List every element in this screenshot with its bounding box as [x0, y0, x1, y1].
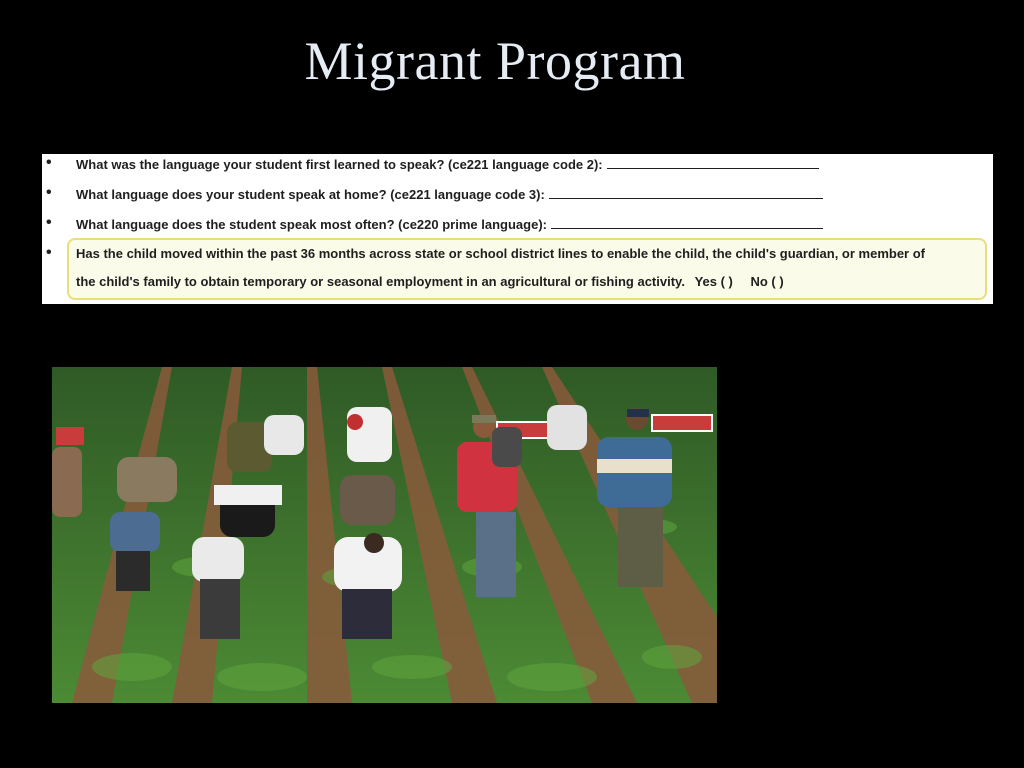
worker-figure — [340, 475, 395, 525]
answer-blank — [549, 186, 823, 199]
worker-figure — [334, 533, 402, 639]
form-question-first-language — [42, 156, 993, 176]
form-question-prime-language — [42, 216, 993, 236]
worker-figure — [347, 407, 392, 462]
question-text-line-1: Has the child moved within the past 36 months across state or school district lines to enable the child, the child's guardian, or member of — [76, 246, 925, 261]
no-option: No ( ) — [750, 274, 784, 289]
bullet: • — [46, 214, 52, 231]
question-text: What language does the student speak most often? (ce220 prime language): — [76, 217, 547, 232]
yes-option: Yes ( ) — [694, 274, 733, 289]
bullet: • — [46, 184, 52, 201]
answer-blank — [551, 216, 823, 229]
farmworkers-photo — [52, 367, 717, 703]
form-question-home-language — [42, 186, 993, 206]
form-excerpt — [42, 154, 993, 304]
question-text: What was the language your student first learned to speak? (ce221 language code 2): — [76, 157, 603, 172]
question-text-line-2: the child's family to obtain temporary or seasonal employment in an agricultural or fishing activity. — [76, 274, 685, 289]
answer-blank — [607, 156, 819, 169]
slide-title: Migrant Program — [304, 31, 686, 91]
worker-figure — [214, 485, 282, 537]
bullet: • — [46, 244, 52, 261]
question-text: What language does your student speak at home? (ce221 language code 3): — [76, 187, 545, 202]
form-question-migrant-move — [42, 244, 993, 289]
bullet: • — [46, 154, 52, 171]
